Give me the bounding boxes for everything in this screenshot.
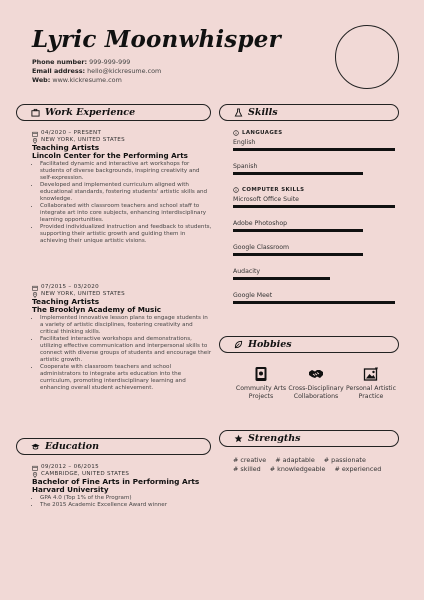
job-title: Teaching Artists [32,297,100,306]
info-icon [233,187,239,193]
email-label: Email address: [32,67,86,75]
web-value[interactable]: www.kickresume.com [52,76,122,84]
strength-tag: # creative [233,456,267,464]
web-line [32,76,122,84]
list-item: • Provided individualized instruction and feedback to students, supporting their artistic growth and guiding them in achieving their unique artistic visions. [40,224,212,245]
tag-row [233,456,398,465]
handshake-icon [308,366,324,382]
bullet-list [32,315,212,392]
hobby-item: Personal Artistic Practice [341,366,401,400]
entry-dates: 07/2015 – 03/2020 [32,284,212,291]
job-title: Teaching Artists [32,143,100,152]
strength-tag: # knowledgeable [269,465,326,473]
employer: The Brooklyn Academy of Music [32,305,162,314]
entry-dates: 04/2020 – PRESENT [32,130,212,137]
skill-row [233,220,395,232]
computer-skills-list [233,196,395,304]
education-header [16,438,211,455]
skill-row [233,139,395,151]
candidate-name: Lyric Moonwhisper [32,26,281,53]
work-experience-header [16,104,211,121]
skill-level-bar [233,253,395,256]
hobbies-header [219,336,399,353]
languages-list [233,139,395,175]
skill-row [233,244,395,256]
skill-label: English [233,139,256,146]
web-label: Web: [32,76,51,84]
skill-level-fill [233,172,363,175]
photo-placeholder [335,25,399,89]
email-value[interactable]: hello@kickresume.com [87,67,162,75]
phone-line [32,58,130,66]
skill-level-fill [233,253,363,256]
skill-row [233,196,395,208]
skill-label: Google Meet [233,292,273,299]
skill-level-fill [233,205,395,208]
skill-level-fill [233,277,330,280]
list-item: • The 2015 Academic Excellence Award winner [40,502,212,509]
hobby-item: Community Arts Projects [231,366,291,400]
skills-header [219,104,399,121]
skill-row [233,292,395,304]
strengths-tags [233,456,398,474]
work-entry [32,130,212,245]
skill-level-bar [233,172,395,175]
entry-location: NEW YORK, UNITED STATES [32,291,212,298]
flask-icon [234,108,243,117]
hobby-item: Cross-Disciplinary Collaborations [286,366,346,400]
strength-tag: # experienced [334,465,382,473]
strength-tag: # passionate [323,456,366,464]
strength-tag: # adaptable [275,456,315,464]
skill-label: Microsoft Office Suite [233,196,299,203]
skill-row [233,163,395,175]
skill-row [233,268,395,280]
skill-level-bar [233,205,395,208]
skill-level-fill [233,148,395,151]
calendar-icon [32,131,38,137]
list-item: • Facilitated dynamic and interactive art workshops for students of diverse backgrounds, inspiring creativity and self-expression. [40,161,212,182]
skill-level-fill [233,229,363,232]
skill-level-bar [233,277,395,280]
book-icon [253,366,269,382]
skill-label: Audacity [233,268,261,275]
skills-block [233,130,395,316]
briefcase-icon [31,108,40,117]
list-item: • Implemented innovative lesson plans to engage students in a variety of artistic disciplines, fostering creativity and critical thinking skills. [40,315,212,336]
section-title: Work Experience [45,107,136,118]
list-item: • GPA 4.0 (Top 1% of the Program) [40,495,212,502]
section-title: Strengths [248,433,301,444]
leaf-icon [234,340,243,349]
list-item: • Developed and implemented curriculum aligned with educational standards, fostering students' artistic skills and knowledge. [40,182,212,203]
strengths-header [219,430,399,447]
graduation-cap-icon [31,442,40,451]
bullet-list [32,495,212,509]
entry-location: CAMBRIDGE, UNITED STATES [32,471,212,478]
school: Harvard University [32,485,109,494]
tag-row [233,465,398,474]
email-line [32,67,161,75]
work-entry [32,284,212,392]
entry-location: NEW YORK, UNITED STATES [32,137,212,144]
bullet-list [32,161,212,245]
star-icon [234,434,243,443]
section-title: Skills [248,107,278,118]
skill-label: Adobe Photoshop [233,220,288,227]
list-item: • Cooperate with classroom teachers and school administrators to integrate arts education into the curriculum, promoting interdisciplinary learning and enhancing overall student achievement. [40,364,212,392]
painting-icon [363,366,379,382]
section-title: Education [45,441,99,452]
section-title: Hobbies [248,339,292,350]
computer-skills-heading: COMPUTER SKILLS [233,187,395,193]
calendar-icon [32,285,38,291]
info-icon [233,130,239,136]
employer: Lincoln Center for the Performing Arts [32,151,188,160]
phone-value: 999-999-999 [89,58,131,66]
list-item: • Collaborated with classroom teachers and school staff to integrate art into core subjects, enhancing interdisciplinary learning opportunities. [40,203,212,224]
skill-label: Spanish [233,163,258,170]
strength-tag: # skilled [233,465,261,473]
skill-level-bar [233,301,395,304]
phone-label: Phone number: [32,58,88,66]
calendar-icon [32,465,38,471]
skill-label: Google Classroom [233,244,290,251]
skill-level-bar [233,148,395,151]
skill-level-fill [233,301,395,304]
list-item: • Facilitated interactive workshops and demonstrations, utilizing effective communication and interpersonal skills to connect with diverse groups of students and encourage their artistic growth. [40,336,212,364]
skill-level-bar [233,229,395,232]
entry-dates: 09/2012 – 06/2015 [32,464,212,471]
education-entry [32,464,212,509]
degree: Bachelor of Fine Arts in Performing Arts [32,477,200,486]
languages-heading: LANGUAGES [233,130,395,136]
